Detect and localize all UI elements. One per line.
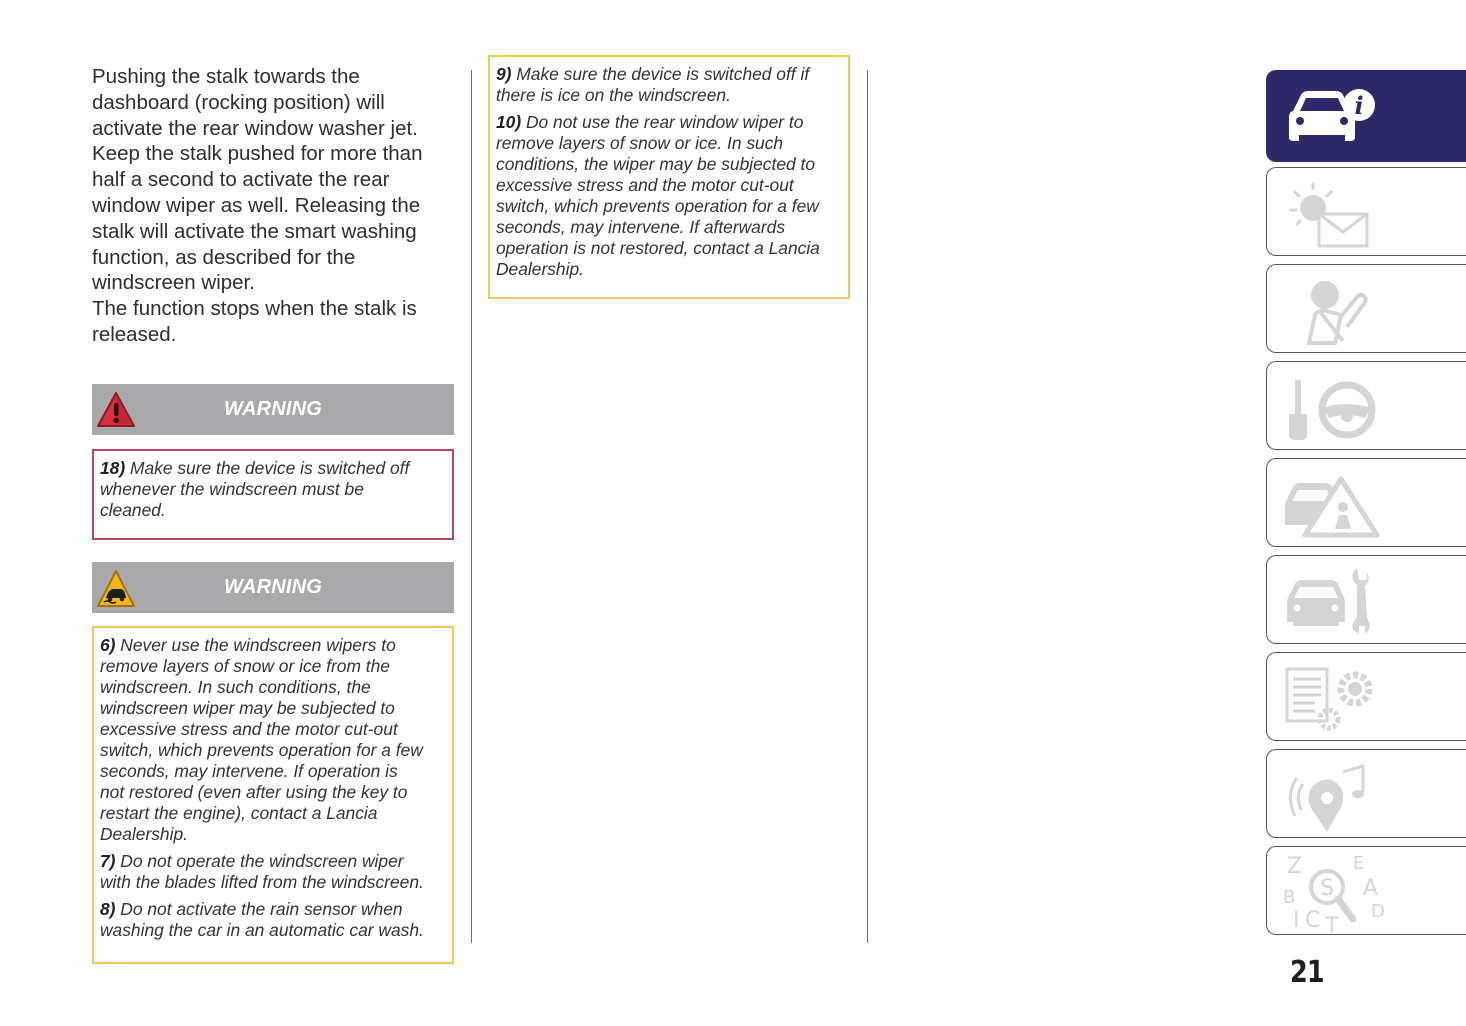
warning-header-yellow <box>92 562 454 613</box>
svg-text:D: D <box>1371 901 1385 922</box>
warning-header-red <box>92 384 454 435</box>
note-item <box>100 458 446 521</box>
note-line: Do not activate the rain sensor when <box>120 899 403 919</box>
note-line: windscreen. In such conditions, the <box>100 677 371 697</box>
note-line: seconds, may intervene. If operation is <box>100 761 398 781</box>
note-line: excessive stress and the motor cut-out <box>100 719 398 739</box>
starting-driving-icon <box>1281 366 1381 446</box>
body-line: Keep the stalk pushed for more than <box>92 142 423 166</box>
warning-label: WARNING <box>223 576 323 598</box>
note-line: Dealership. <box>100 824 188 844</box>
note-line: windscreen wiper may be subjected to <box>100 698 395 718</box>
tab-starting-driving[interactable] <box>1266 361 1466 450</box>
svg-text:T: T <box>1325 914 1339 939</box>
note-line: conditions, the wiper may be subjected to <box>496 154 816 174</box>
body-line: function, as described for the <box>92 245 356 269</box>
note-line: remove layers of snow or ice from the <box>100 656 390 676</box>
note-item <box>100 635 446 845</box>
svg-text:Z: Z <box>1287 854 1303 879</box>
svg-text:A: A <box>1363 876 1379 901</box>
note-line: excessive stress and the motor cut-out <box>496 175 794 195</box>
svg-text:S: S <box>1320 876 1334 901</box>
car-info-icon <box>1281 75 1381 155</box>
note-line: Never use the windscreen wipers to <box>120 635 396 655</box>
page-number: 21 <box>1290 955 1324 990</box>
note-line: operation is not restored, contact a Lancia <box>496 238 820 258</box>
index-icon <box>1281 851 1385 939</box>
tab-car-info[interactable] <box>1266 70 1466 162</box>
emergency-icon <box>1281 463 1381 543</box>
note-item <box>496 112 842 280</box>
note-line: restart the engine), contact a Lancia <box>100 803 378 823</box>
note-number: 8) <box>100 899 121 919</box>
note-line: switch, which prevents operation for a few <box>100 740 423 760</box>
note-line: with the blades lifted from the windscreen. <box>100 872 424 892</box>
note-line: not restored (even after using the key to <box>100 782 408 802</box>
warning-note-box-continued <box>488 55 850 299</box>
note-line: Do not operate the windscreen wiper <box>120 851 404 871</box>
note-line: whenever the windscreen must be <box>100 479 364 499</box>
tab-emergency[interactable] <box>1266 458 1466 547</box>
body-line: Pushing the stalk towards the <box>92 65 360 88</box>
column-divider-right <box>867 70 868 943</box>
svg-text:I: I <box>1293 908 1300 933</box>
note-number: 10) <box>496 112 526 132</box>
note-line: switch, which prevents operation for a few <box>496 196 819 216</box>
note-line: Dealership. <box>496 259 584 279</box>
safety-airbag-seatbelt-icon <box>1281 269 1381 349</box>
tab-safety[interactable] <box>1266 264 1466 353</box>
maintenance-care-icon <box>1281 560 1381 640</box>
note-item <box>496 64 842 106</box>
svg-text:E: E <box>1353 853 1365 874</box>
note-number: 9) <box>496 64 517 84</box>
warning-lights-messages-icon <box>1281 172 1381 252</box>
note-item <box>100 899 446 941</box>
body-line: dashboard (rocking position) will <box>92 90 385 114</box>
note-line: Do not use the rear window wiper to <box>525 112 804 132</box>
body-line: The function stops when the stalk is <box>92 297 417 321</box>
technical-data-icon <box>1281 657 1381 737</box>
body-line: released. <box>92 322 177 346</box>
warning-label: WARNING <box>223 398 323 420</box>
tab-warning-lights[interactable] <box>1266 167 1466 256</box>
multimedia-icon <box>1281 754 1381 834</box>
note-line: Make sure the device is switched off if <box>516 64 810 84</box>
body-paragraph <box>92 64 442 348</box>
note-line: Make sure the device is switched off <box>129 458 410 478</box>
note-line: washing the car in an automatic car wash. <box>100 920 424 940</box>
tab-multimedia[interactable] <box>1266 749 1466 838</box>
body-line: half a second to activate the rear <box>92 168 390 192</box>
tab-maintenance[interactable] <box>1266 555 1466 644</box>
note-line: there is ice on the windscreen. <box>496 85 731 105</box>
tab-index[interactable] <box>1266 846 1466 939</box>
body-line: stalk will activate the smart washing <box>92 219 417 243</box>
svg-text:C: C <box>1305 908 1321 933</box>
note-line: remove layers of snow or ice. In such <box>496 133 784 153</box>
body-line: windscreen wiper. <box>92 271 255 295</box>
note-item <box>100 851 446 893</box>
warning-note-box-yellow <box>92 626 454 964</box>
note-line: seconds, may intervene. If afterwards <box>496 217 786 237</box>
note-line: cleaned. <box>100 500 166 520</box>
note-number: 18) <box>100 458 130 478</box>
svg-text:B: B <box>1283 887 1296 908</box>
body-line: window wiper as well. Releasing the <box>92 193 421 217</box>
tab-technical-data[interactable] <box>1266 652 1466 741</box>
column-divider-left <box>471 70 472 943</box>
note-number: 6) <box>100 635 121 655</box>
svg-text:i: i <box>1354 91 1364 120</box>
note-number: 7) <box>100 851 121 871</box>
body-line: activate the rear window washer jet. <box>92 116 418 140</box>
warning-note-box-red <box>92 449 454 540</box>
